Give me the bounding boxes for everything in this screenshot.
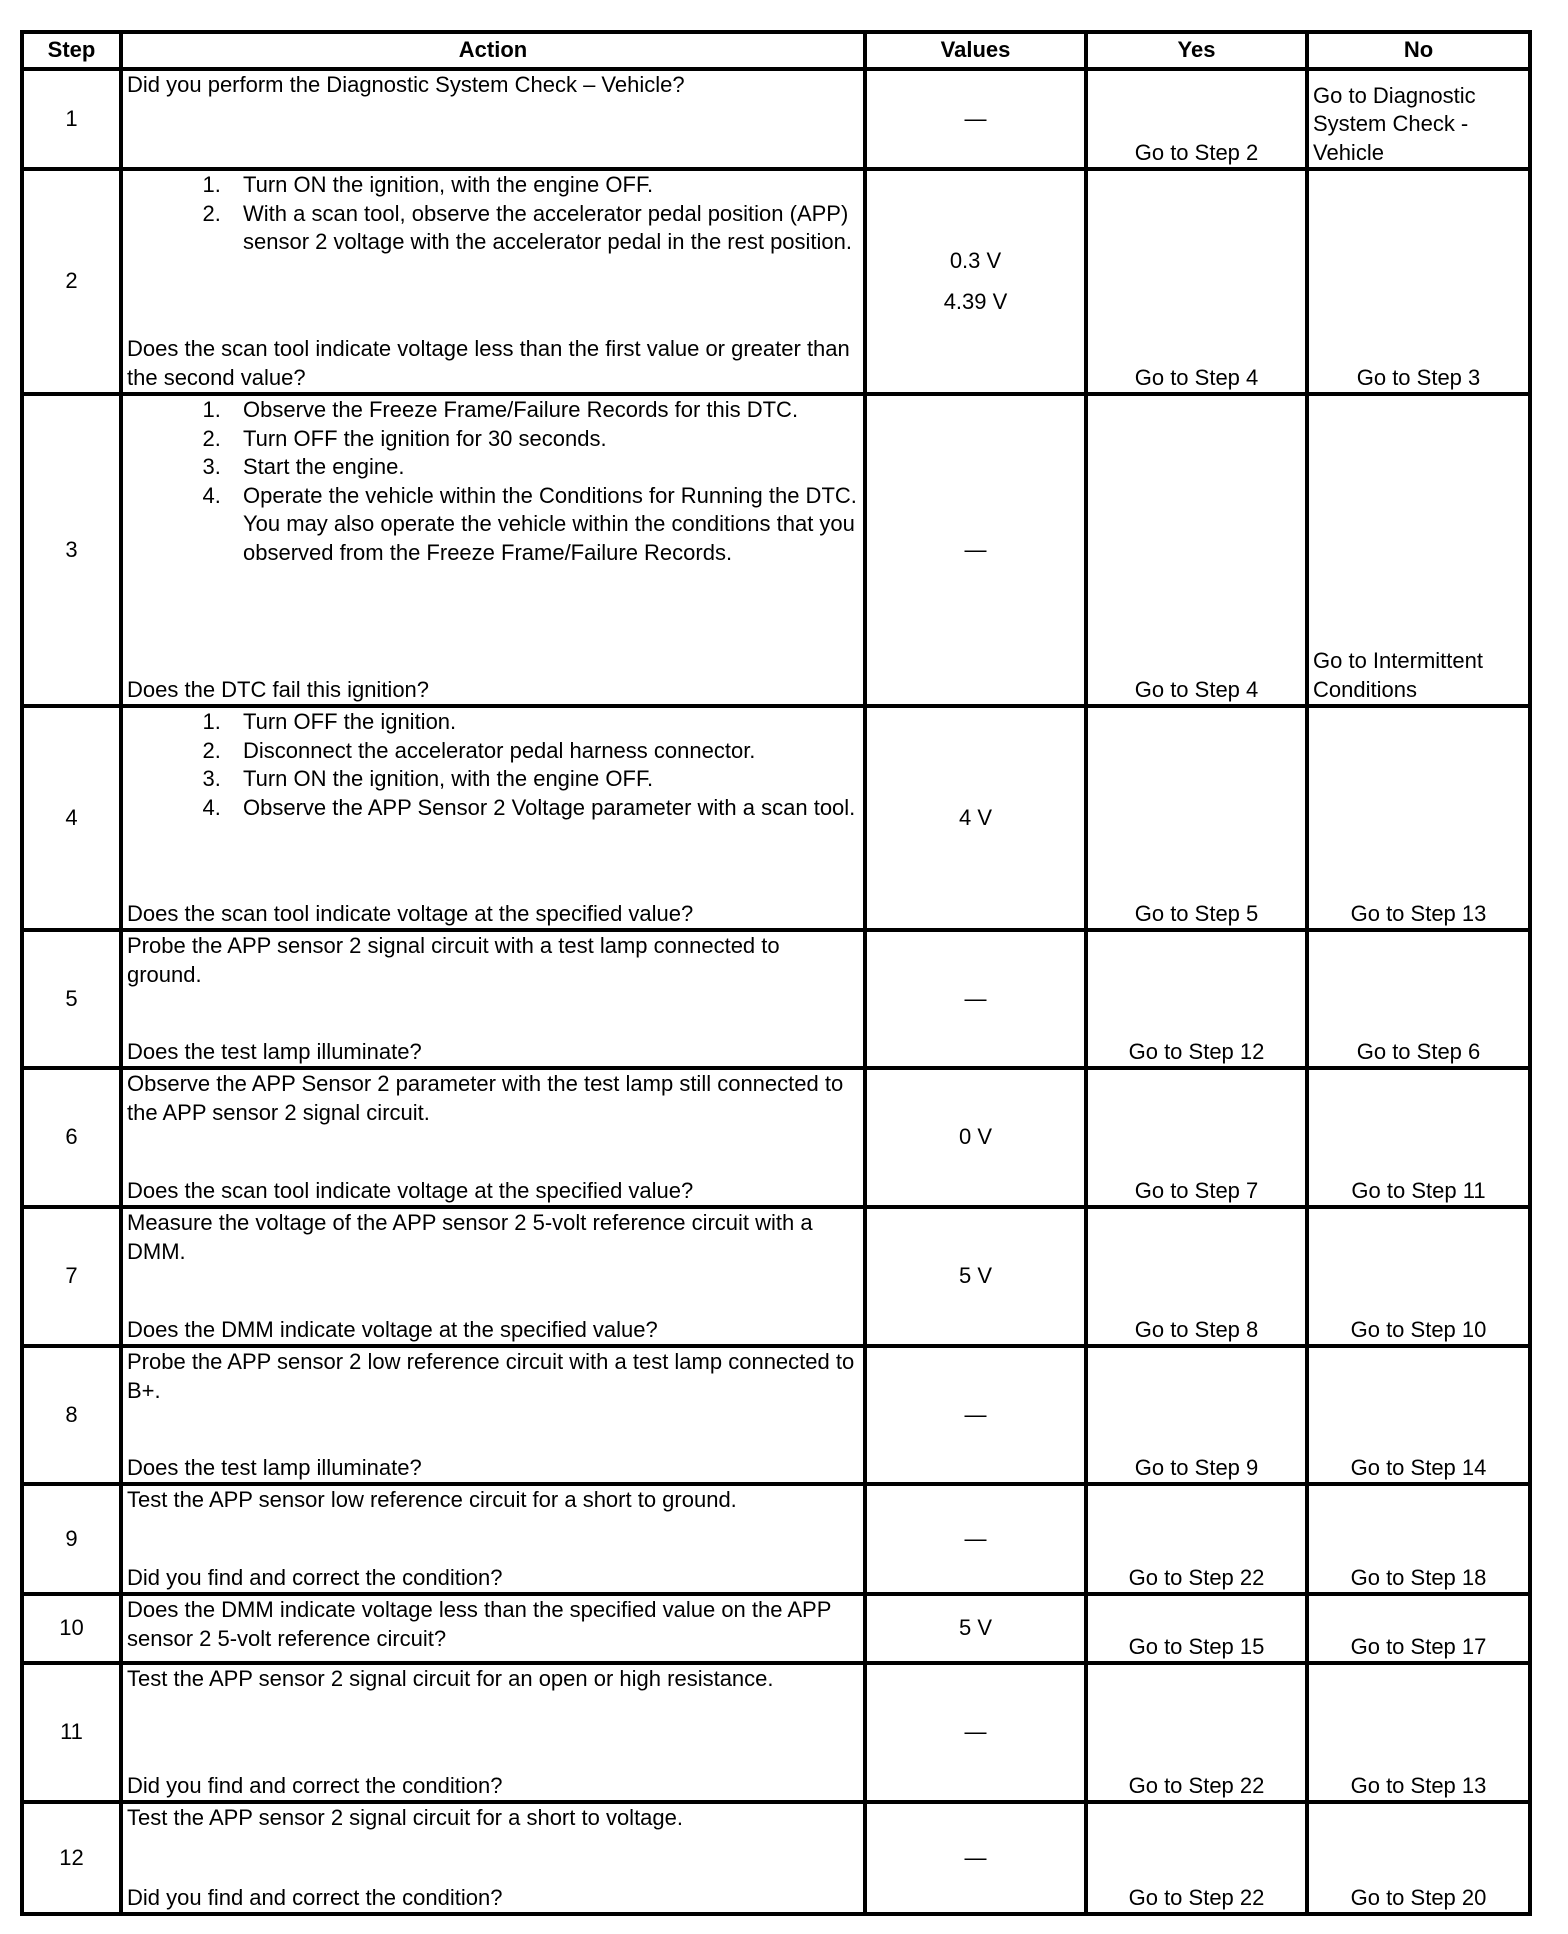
no-cell: Go to Step 3 bbox=[1307, 169, 1530, 394]
diagnostic-table bbox=[20, 30, 1532, 1916]
values-cell bbox=[865, 1802, 1086, 1914]
yes-cell: Go to Step 4 bbox=[1086, 394, 1307, 706]
values-cell bbox=[865, 1663, 1086, 1802]
no-cell: Go to Step 14 bbox=[1307, 1346, 1530, 1484]
no-cell: Go to Step 6 bbox=[1307, 930, 1530, 1068]
value: — bbox=[964, 985, 987, 1011]
action-step: 1. Observe the Freeze Frame/Failure Records for this DTC. bbox=[227, 396, 859, 425]
yes-cell: Go to Step 4 bbox=[1086, 169, 1307, 394]
value: — bbox=[964, 1525, 987, 1551]
step-number: 11 bbox=[22, 1663, 121, 1802]
values-cell bbox=[865, 394, 1086, 706]
step-number: 10 bbox=[22, 1594, 121, 1663]
values-cell bbox=[865, 1068, 1086, 1207]
action-question: Does the DTC fail this ignition? bbox=[127, 676, 430, 702]
step-number: 6 bbox=[22, 1068, 121, 1207]
values-cell bbox=[865, 69, 1086, 169]
yes-cell: Go to Step 12 bbox=[1086, 930, 1307, 1068]
no-cell: Go to Step 10 bbox=[1307, 1207, 1530, 1346]
table-row bbox=[22, 169, 1530, 394]
values-cell bbox=[865, 930, 1086, 1068]
action-cell bbox=[121, 1802, 865, 1914]
action-question: Does the scan tool indicate voltage at the specified value? bbox=[127, 900, 694, 926]
header-step: Step bbox=[22, 32, 121, 69]
no-cell: Go to Step 11 bbox=[1307, 1068, 1530, 1207]
action-steps bbox=[127, 171, 859, 257]
header-no: No bbox=[1307, 32, 1530, 69]
action-cell bbox=[121, 1207, 865, 1346]
yes-cell: Go to Step 5 bbox=[1086, 706, 1307, 930]
step-number: 3 bbox=[22, 394, 121, 706]
table-row bbox=[22, 1207, 1530, 1346]
table-row bbox=[22, 1802, 1530, 1914]
values-cell bbox=[865, 1484, 1086, 1594]
yes-cell: Go to Step 22 bbox=[1086, 1663, 1307, 1802]
no-cell: Go to Step 17 bbox=[1307, 1594, 1530, 1663]
action-step: 2. Turn OFF the ignition for 30 seconds. bbox=[227, 425, 859, 454]
no-cell: Go to Step 13 bbox=[1307, 1663, 1530, 1802]
action-text: Test the APP sensor 2 signal circuit for a short to voltage. bbox=[127, 1805, 683, 1830]
action-question: Did you find and correct the condition? bbox=[127, 1772, 503, 1798]
table-row bbox=[22, 69, 1530, 169]
header-action: Action bbox=[121, 32, 865, 69]
value: — bbox=[964, 536, 987, 562]
action-steps bbox=[127, 708, 859, 822]
no-cell: Go to Intermittent Conditions bbox=[1307, 394, 1530, 706]
action-step: 1. Turn ON the ignition, with the engine OFF. bbox=[227, 171, 859, 200]
action-question: Does the scan tool indicate voltage at the specified value? bbox=[127, 1177, 694, 1203]
values-cell bbox=[865, 1346, 1086, 1484]
table-row bbox=[22, 1068, 1530, 1207]
step-number: 8 bbox=[22, 1346, 121, 1484]
action-step: 4. Operate the vehicle within the Conditions for Running the DTC. You may also operate the vehicle within the conditions that you observed from the Freeze Frame/Failure Records. bbox=[227, 482, 859, 568]
table-row bbox=[22, 1346, 1530, 1484]
table-row bbox=[22, 706, 1530, 930]
action-cell bbox=[121, 394, 865, 706]
step-number: 4 bbox=[22, 706, 121, 930]
step-number: 2 bbox=[22, 169, 121, 394]
action-text: Test the APP sensor low reference circuit for a short to ground. bbox=[127, 1487, 737, 1512]
action-cell bbox=[121, 1484, 865, 1594]
action-cell bbox=[121, 1663, 865, 1802]
no-cell: Go to Step 18 bbox=[1307, 1484, 1530, 1594]
no-cell: Go to Step 20 bbox=[1307, 1802, 1530, 1914]
action-step: 4. Observe the APP Sensor 2 Voltage parameter with a scan tool. bbox=[227, 794, 859, 823]
action-cell bbox=[121, 1346, 865, 1484]
action-text: Test the APP sensor 2 signal circuit for an open or high resistance. bbox=[127, 1666, 774, 1691]
header-values: Values bbox=[865, 32, 1086, 69]
action-text: Probe the APP sensor 2 signal circuit with a test lamp connected to ground. bbox=[127, 933, 780, 987]
action-question: Did you find and correct the condition? bbox=[127, 1564, 503, 1590]
yes-cell: Go to Step 15 bbox=[1086, 1594, 1307, 1663]
value: 4.39 V bbox=[943, 288, 1008, 314]
table-row bbox=[22, 394, 1530, 706]
values-cell bbox=[865, 1207, 1086, 1346]
no-cell: Go to Diagnostic System Check - Vehicle bbox=[1307, 69, 1530, 169]
step-number: 9 bbox=[22, 1484, 121, 1594]
action-cell bbox=[121, 930, 865, 1068]
action-step: 2. Disconnect the accelerator pedal harness connector. bbox=[227, 737, 859, 766]
table-row bbox=[22, 930, 1530, 1068]
value: 4 V bbox=[958, 804, 993, 830]
value: — bbox=[964, 105, 987, 131]
value: 5 V bbox=[958, 1615, 993, 1641]
value: — bbox=[964, 1401, 987, 1427]
action-text: Observe the APP Sensor 2 parameter with the test lamp still connected to the APP sensor 2 signal circuit. bbox=[127, 1071, 844, 1125]
action-cell bbox=[121, 706, 865, 930]
action-question: Does the test lamp illuminate? bbox=[127, 1454, 422, 1480]
action-step: 3. Turn ON the ignition, with the engine OFF. bbox=[227, 765, 859, 794]
action-text: Did you perform the Diagnostic System Check – Vehicle? bbox=[127, 72, 685, 97]
table-row bbox=[22, 1663, 1530, 1802]
action-text: Measure the voltage of the APP sensor 2 5-volt reference circuit with a DMM. bbox=[127, 1210, 813, 1264]
action-question: Does the scan tool indicate voltage less than the first value or greater than the second value? bbox=[127, 336, 850, 390]
action-cell bbox=[121, 1594, 865, 1663]
yes-cell: Go to Step 7 bbox=[1086, 1068, 1307, 1207]
action-cell bbox=[121, 69, 865, 169]
value: — bbox=[964, 1844, 987, 1870]
step-number: 1 bbox=[22, 69, 121, 169]
action-step: 3. Start the engine. bbox=[227, 453, 859, 482]
action-question: Does the DMM indicate voltage at the specified value? bbox=[127, 1316, 658, 1342]
yes-cell: Go to Step 8 bbox=[1086, 1207, 1307, 1346]
action-step: 1. Turn OFF the ignition. bbox=[227, 708, 859, 737]
action-steps bbox=[127, 396, 859, 567]
values-cell bbox=[865, 1594, 1086, 1663]
no-cell: Go to Step 13 bbox=[1307, 706, 1530, 930]
header-yes: Yes bbox=[1086, 32, 1307, 69]
action-text: Does the DMM indicate voltage less than the specified value on the APP sensor 2 5-volt reference circuit? bbox=[127, 1597, 832, 1651]
value: — bbox=[964, 1719, 987, 1745]
yes-cell: Go to Step 9 bbox=[1086, 1346, 1307, 1484]
action-step: 2. With a scan tool, observe the accelerator pedal position (APP) sensor 2 voltage with the accelerator pedal in the rest position. bbox=[227, 200, 859, 257]
action-question: Did you find and correct the condition? bbox=[127, 1884, 503, 1910]
action-cell bbox=[121, 1068, 865, 1207]
action-question: Does the test lamp illuminate? bbox=[127, 1038, 422, 1064]
table-row bbox=[22, 1594, 1530, 1663]
table-row bbox=[22, 1484, 1530, 1594]
values-cell bbox=[865, 169, 1086, 394]
yes-cell: Go to Step 22 bbox=[1086, 1802, 1307, 1914]
values-cell bbox=[865, 706, 1086, 930]
value: 0 V bbox=[958, 1124, 993, 1150]
step-number: 12 bbox=[22, 1802, 121, 1914]
action-cell bbox=[121, 169, 865, 394]
header-row bbox=[22, 32, 1530, 69]
step-number: 7 bbox=[22, 1207, 121, 1346]
value: 0.3 V bbox=[949, 248, 1002, 273]
value: 5 V bbox=[958, 1263, 993, 1289]
action-text: Probe the APP sensor 2 low reference circuit with a test lamp connected to B+. bbox=[127, 1349, 855, 1403]
step-number: 5 bbox=[22, 930, 121, 1068]
yes-cell: Go to Step 22 bbox=[1086, 1484, 1307, 1594]
yes-cell: Go to Step 2 bbox=[1086, 69, 1307, 169]
